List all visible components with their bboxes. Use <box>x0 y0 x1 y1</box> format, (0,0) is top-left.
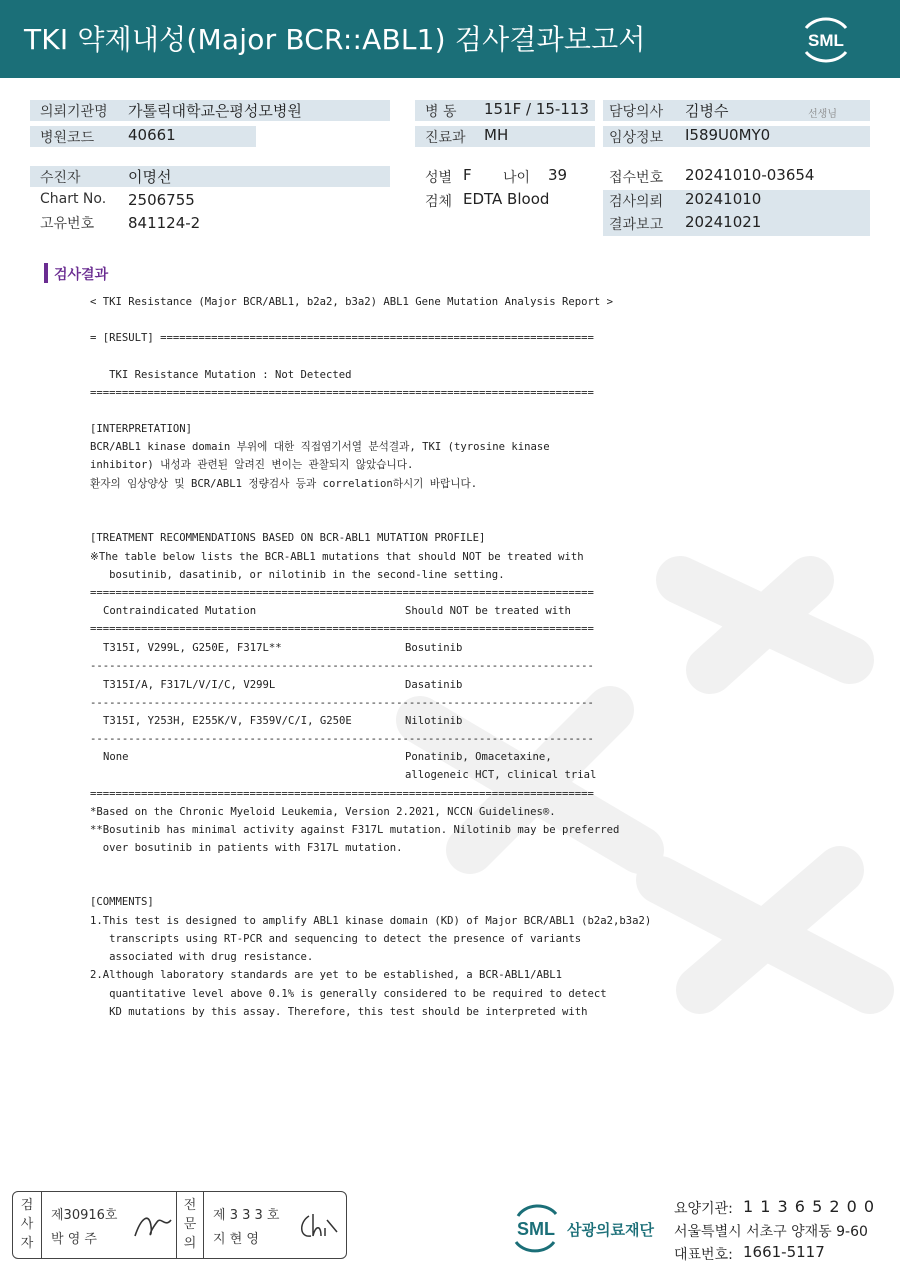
report-header <box>0 0 900 78</box>
divider <box>176 1192 177 1258</box>
phone-value: 1661-5117 <box>743 1243 825 1261</box>
sex-label: 성별 <box>425 170 453 186</box>
footnote-3: over bosutinib in patients with F317L mutation. <box>90 842 403 854</box>
report-date-value: 20241021 <box>685 213 762 231</box>
hospital-code-value: 40661 <box>128 126 176 144</box>
doctor-value: 김병수 <box>685 102 729 120</box>
result-line: TKI Resistance Mutation : Not Detected <box>90 369 352 381</box>
sml-logo-text: SML <box>808 31 844 50</box>
comment-1b: transcripts using RT-PCR and sequencing to detect the presence of variants <box>90 933 582 945</box>
request-date-label: 검사의뢰 <box>609 194 664 210</box>
sml-footer-logo-text: SML <box>517 1219 555 1239</box>
comment-2c: KD mutations by this assay. Therefore, this test should be interpreted with <box>90 1006 588 1018</box>
clinical-info-label: 임상정보 <box>609 130 664 146</box>
section-marker <box>44 263 48 283</box>
table-row-drug: Ponatinib, Omacetaxine, <box>405 751 552 763</box>
comment-1a: 1.This test is designed to amplify ABL1 kinase domain (KD) of Major BCR/ABL1 (b2a2,b3a2) <box>90 915 652 927</box>
unique-id-value: 841124-2 <box>128 214 201 232</box>
comment-2a: 2.Although laboratory standards are yet to be established, a BCR-ABL1/ABL1 <box>90 969 562 981</box>
ward-label: 병 동 <box>425 104 457 120</box>
care-code-value: 1 1 3 6 5 2 0 0 <box>743 1197 876 1216</box>
care-code-label: 요양기관: <box>674 1201 733 1217</box>
table-row-divider: ------------------------------------------------------------------------------- <box>90 733 594 745</box>
table-row-mutation: T315I, V299L, G250E, F317L** <box>103 642 282 654</box>
examiner-license: 제30916호 <box>51 1208 118 1223</box>
table-row-mutation: T315I, Y253H, E255K/V, F359V/C/I, G250E <box>103 715 352 727</box>
specimen-label: 검체 <box>425 194 453 210</box>
table-rule-top: =============================================================================== <box>90 587 594 599</box>
examiner-signature <box>131 1208 175 1244</box>
table-row-drug: Dasatinib <box>405 679 463 691</box>
examiner-name: 박 영 주 <box>51 1232 97 1247</box>
institution-label: 의뢰기관명 <box>40 104 108 120</box>
sml-footer-logo <box>510 1200 562 1256</box>
patient-label: 수진자 <box>40 170 81 186</box>
table-row-mutation: None <box>103 751 129 763</box>
specialist-license: 제 3 3 3 호 <box>213 1208 280 1223</box>
table-rule-bottom: =============================================================================== <box>90 788 594 800</box>
comment-1c: associated with drug resistance. <box>90 951 314 963</box>
patient-value: 이명선 <box>128 168 172 186</box>
comments-header: [COMMENTS] <box>90 896 154 908</box>
ward-value: 151F / 15-113 <box>484 100 589 118</box>
address: 서울특별시 서초구 양재동 9-60 <box>674 1224 868 1240</box>
specimen-value: EDTA Blood <box>463 190 550 208</box>
org-name: 삼광의료재단 <box>567 1221 654 1239</box>
treatment-line-1: ※The table below lists the BCR-ABL1 mutations that should NOT be treated with <box>90 551 584 563</box>
table-header-drug: Should NOT be treated with <box>405 605 571 617</box>
receipt-value: 20241010-03654 <box>685 166 815 184</box>
specialist-name: 지 현 영 <box>213 1232 259 1247</box>
report-title: TKI 약제내성(Major BCR::ABL1) 검사결과보고서 <box>24 23 646 56</box>
table-row-drug-cont: allogeneic HCT, clinical trial <box>405 769 597 781</box>
table-row-divider: ------------------------------------------------------------------------------- <box>90 697 594 709</box>
table-header-mutation: Contraindicated Mutation <box>103 605 257 617</box>
treatment-line-2: bosutinib, dasatinib, or nilotinib in the second-line setting. <box>90 569 505 581</box>
treatment-header: [TREATMENT RECOMMENDATIONS BASED ON BCR-ABL1 MUTATION PROFILE] <box>90 532 486 544</box>
unique-id-label: 고유번호 <box>40 216 95 232</box>
specialist-signature <box>295 1210 341 1244</box>
phone-label: 대표번호: <box>674 1247 733 1263</box>
patient-bar <box>30 166 390 187</box>
table-row-drug: Bosutinib <box>405 642 463 654</box>
age-value: 39 <box>548 166 568 184</box>
signature-box <box>12 1191 347 1259</box>
examiner-label: 검사자 <box>20 1198 34 1251</box>
chart-no-label: Chart No. <box>40 191 107 207</box>
department-value: MH <box>484 126 509 144</box>
divider <box>203 1192 204 1258</box>
result-header: = [RESULT] ==================================================================== <box>90 332 594 344</box>
receipt-label: 접수번호 <box>609 170 664 186</box>
department-label: 진료과 <box>425 130 466 146</box>
doctor-suffix: 선생님 <box>808 109 837 120</box>
comment-2b: quantitative level above 0.1% is generally considered to be required to detect <box>90 988 607 1000</box>
table-row-divider: ------------------------------------------------------------------------------- <box>90 660 594 672</box>
interpretation-line-2: inhibitor) 내성과 관련된 알려진 변이는 관찰되지 않았습니다. <box>90 459 414 471</box>
table-row-drug: Nilotinib <box>405 715 463 727</box>
hospital-code-label: 병원코드 <box>40 130 95 146</box>
institution-value: 가톨릭대학교은평성모병원 <box>128 102 302 120</box>
section-title: 검사결과 <box>54 267 109 283</box>
footnote-2: **Bosutinib has minimal activity against F317L mutation. Nilotinib may be preferred <box>90 824 620 836</box>
interpretation-header: [INTERPRETATION] <box>90 423 193 435</box>
table-row-mutation: T315I/A, F317L/V/I/C, V299L <box>103 679 276 691</box>
chart-no-value: 2506755 <box>128 191 195 209</box>
clinical-info-value: I589U0MY0 <box>685 126 771 144</box>
report-heading: < TKI Resistance (Major BCR/ABL1, b2a2, b3a2) ABL1 Gene Mutation Analysis Report > <box>90 296 613 308</box>
doctor-label: 담당의사 <box>609 104 664 120</box>
result-rule: =============================================================================== <box>90 387 594 399</box>
age-label: 나이 <box>503 170 531 186</box>
footnote-1: *Based on the Chronic Myeloid Leukemia, Version 2.2021, NCCN Guidelines®. <box>90 806 556 818</box>
sex-value: F <box>463 166 472 184</box>
table-rule-header: =============================================================================== <box>90 623 594 635</box>
sml-logo <box>798 14 854 64</box>
specialist-label: 전문의 <box>183 1198 197 1251</box>
interpretation-line-1: BCR/ABL1 kinase domain 부위에 대한 직접염기서열 분석결과, TKI (tyrosine kinase <box>90 441 550 453</box>
report-date-label: 결과보고 <box>609 217 664 233</box>
request-date-value: 20241010 <box>685 190 762 208</box>
divider <box>41 1192 42 1258</box>
interpretation-line-3: 환자의 임상양상 및 BCR/ABL1 정량검사 등과 correlation하시기 바랍니다. <box>90 478 478 490</box>
